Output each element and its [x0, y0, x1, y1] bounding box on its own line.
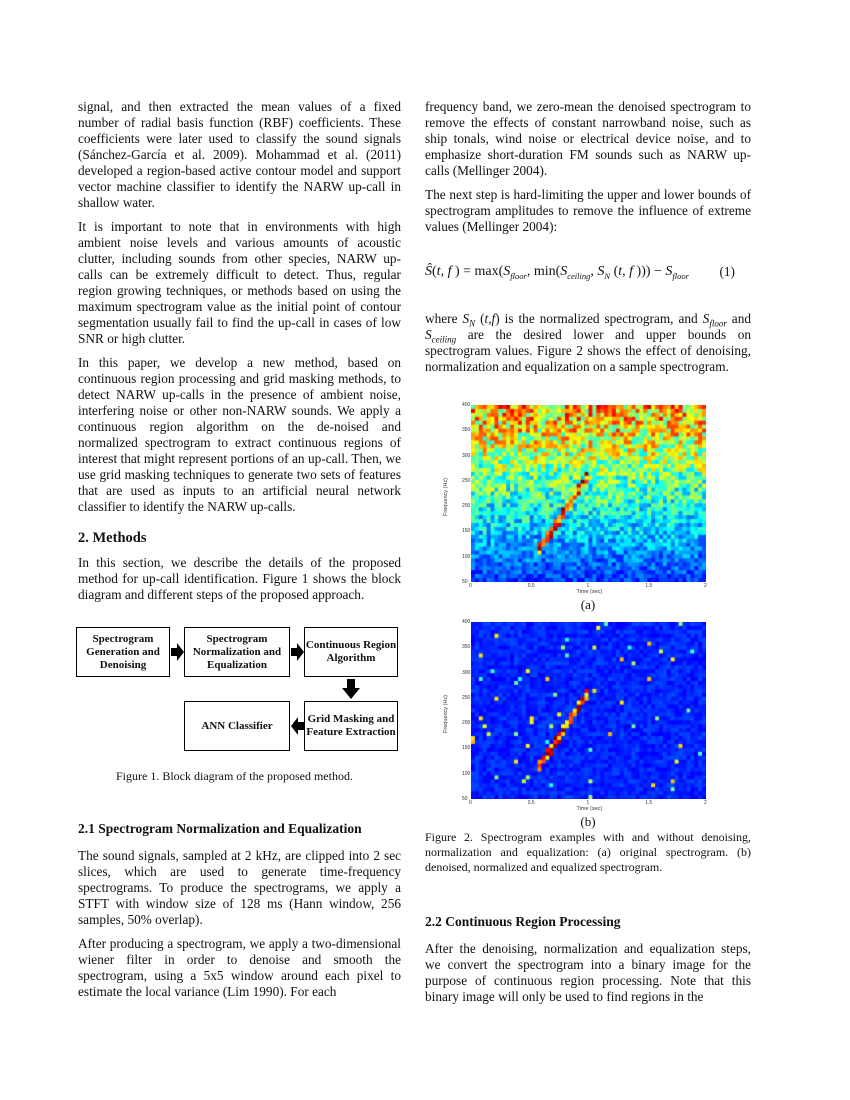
figure-2a-label: (a) [580, 597, 596, 612]
y-tick-label: 300 [462, 452, 471, 459]
x-axis-label: Time (sec) [576, 806, 603, 812]
right-paragraph-4: After the denoising, normalization and equalization steps, we convert the spectrogram into a binary image for the purpose of continuous region processing. Note that this binary image will only be used to find regions in the [425, 941, 751, 1004]
y-tick-label: 350 [462, 644, 471, 651]
left-paragraph-4: In this section, we describe the details of the proposed method for up-call identification. Figure 1 shows the block diagram and different steps of the proposed approach. [78, 555, 401, 602]
box-normalization: Spectrogram Normalization and Equalization [184, 627, 290, 677]
right-column [425, 99, 751, 1013]
left-paragraph-2: It is important to note that in environments with high ambient noise levels and various amounts of acoustic clutter, including sounds from other species, NARW up-calls can be extremely difficult to detect. Thus, regular region growing techniques, or methods based on using the maximum spectrogram value as the initial point of contour segmentation usually fail to find the up-call in cases of low SNR or high clutter. [78, 219, 401, 346]
right-paragraph-3: where $S_N$ (t,f) is the normalized spectrogram, and $S_{floor}$ and $S_{ceiling}$ are the desired lower and upper bounds on spectrogram values. Figure 2 shows the effect of denoising, normalization and equalization on a sample spectrogram. [425, 311, 751, 374]
y-tick-label: 100 [462, 770, 471, 777]
x-tick-label: 0.5 [527, 583, 535, 589]
block-diagram [76, 627, 401, 753]
y-axis-label: Frequency (Hz) [442, 694, 449, 733]
section-heading-2-2: 2.2 Continuous Region Processing [425, 914, 621, 929]
right-paragraph-2: The next step is hard-limiting the upper and lower bounds of spectrogram amplitudes to remove the influence of extreme values (Mellinger 2004): [425, 187, 751, 234]
left-paragraph-5: The sound signals, sampled at 2 kHz, are clipped into 2 sec slices, which are used to generate time-frequency spectrograms. To produce the spectrograms, we apply a STFT with window size of 128 ms (Hann window, 256 samples, 50% overlap). [78, 848, 401, 927]
left-paragraph-3: In this paper, we develop a new method, based on continuous region processing and grid masking methods, to detect NARW up-calls in the presence of ambient noise, interfering noise or other non-NARW sounds. We apply a continuous region algorithm on the de-noised and normalized spectrogram to extract continuous regions of interest that might represent portions of an up-call. Then, we use grid masking techniques to generate two sets of features that are used as inputs to an artificial neural network classifier to identify the NARW up-calls. [78, 355, 401, 514]
x-tick-label: 2 [704, 583, 707, 589]
figure-2-caption: Figure 2. Spectrogram examples with and without denoising, normalization and equalization: (a) original spectrogram. (b) denoised, normalized and equalized spectrogram. [425, 830, 751, 874]
y-tick-label: 100 [462, 553, 471, 560]
x-tick-label: 0.5 [527, 800, 535, 806]
equation-1 [425, 261, 751, 283]
y-tick-label: 50 [462, 579, 468, 585]
y-axis-label: Frequency (Hz) [442, 477, 449, 516]
x-tick-label: 0 [469, 583, 472, 589]
box-grid-masking: Grid Masking and Feature Extraction [304, 701, 398, 751]
y-tick-label: 400 [462, 619, 471, 625]
left-column [78, 99, 401, 1008]
section-heading-2-1: 2.1 Spectrogram Normalization and Equalization [78, 821, 362, 836]
x-tick-label: 0 [469, 800, 472, 806]
y-tick-label: 300 [462, 669, 471, 676]
y-tick-label: 150 [462, 745, 471, 752]
equation-number: (1) [719, 264, 735, 279]
x-tick-label: 1.5 [645, 583, 653, 589]
y-tick-label: 150 [462, 528, 471, 535]
x-tick-label: 1 [586, 583, 590, 589]
x-tick-label: 2 [704, 800, 707, 806]
equation-formula: Ŝ(t, f ) = $\max(S_{floor}$, $\min(S_{ceiling}$, $S_N$ (t, f ))) − $S_{floor}$ [425, 264, 689, 281]
arrow-right-icon [170, 642, 185, 662]
arrow-right-icon [290, 642, 305, 662]
left-paragraph-6: After producing a spectrogram, we apply a two-dimensional wiener filter in order to denoise and smooth the spectrogram, using a 5x5 window around each pixel to estimate the local variance (Lim 1990). For each [78, 936, 401, 999]
y-tick-label: 50 [462, 796, 468, 802]
spectrogram-image [471, 622, 706, 799]
figure-1-caption: Figure 1. Block diagram of the proposed method. [116, 769, 353, 783]
y-tick-label: 350 [462, 427, 471, 434]
box-continuous-region: Continuous Region Algorithm [304, 627, 398, 677]
x-axis-label: Time (sec) [576, 589, 603, 595]
y-tick-label: 400 [462, 402, 471, 408]
arrow-left-icon [290, 716, 305, 736]
y-tick-label: 250 [462, 477, 471, 484]
x-tick-label: 1 [586, 800, 590, 806]
right-paragraph-1: frequency band, we zero-mean the denoised spectrogram to remove the effects of constant narrowband noise, such as ship tonals, wind noise or electrical device noise, and to emphasize short-duration FM sounds such as NARW up-calls (Mellinger 2004). [425, 99, 751, 178]
box-spectrogram-generation: Spectrogram Generation and Denoising [76, 627, 170, 677]
y-tick-label: 200 [462, 720, 471, 727]
spectrogram-denoised [440, 614, 730, 814]
section-heading-methods: 2. Methods [78, 530, 147, 546]
y-tick-label: 250 [462, 694, 471, 701]
figure-2b-label: (b) [580, 814, 596, 829]
y-tick-label: 200 [462, 503, 471, 510]
spectrogram-original [440, 397, 730, 597]
spectrogram-image [471, 405, 706, 582]
box-ann-classifier: ANN Classifier [184, 701, 290, 751]
x-tick-label: 1.5 [645, 800, 653, 806]
arrow-down-icon [341, 678, 361, 700]
left-paragraph-1: signal, and then extracted the mean values of a fixed number of radial basis function (RBF) coefficients. These coefficients were later used to classify the sound signals (Sánchez-García et al. 2009). Mohammad et al. (2011) developed a region-based active contour model and support vector machine classifier to identify the NARW up-call in shallow water. [78, 99, 401, 210]
